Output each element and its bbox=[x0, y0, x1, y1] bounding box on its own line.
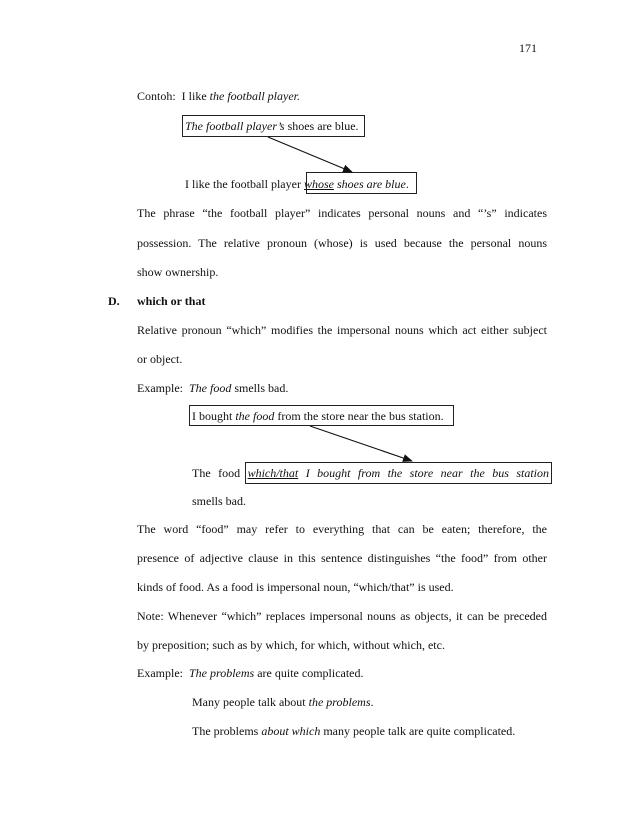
sentence-text: shoes are blue. bbox=[287, 119, 359, 133]
sentence-text: many people talk are quite complicated. bbox=[323, 724, 516, 738]
example-label: Example: bbox=[137, 381, 183, 395]
sentence-text: from the store near the bus station. bbox=[277, 409, 444, 423]
paragraph-1-line-1: The phrase “the football player” indicates personal nouns and “’s” indicates bbox=[137, 206, 547, 220]
relative-pronoun: which/that bbox=[247, 466, 299, 480]
page-number: 171 bbox=[519, 41, 537, 55]
example-label: Contoh: bbox=[137, 89, 176, 103]
sentence-text: I like the football player bbox=[185, 177, 301, 191]
paragraph-2-line-1: Relative pronoun “which” modifies the impersonal nouns which act either subject bbox=[137, 323, 547, 337]
italic-phrase: The football player’s bbox=[185, 119, 285, 133]
note-line-2: by preposition; such as by which, for which, without which, etc. bbox=[137, 638, 445, 652]
sentence-text: are quite complicated. bbox=[257, 666, 364, 680]
sentence-text: The food bbox=[192, 466, 241, 480]
sentence-text: The problems bbox=[192, 724, 259, 738]
section-d-heading: which or that bbox=[137, 294, 206, 308]
paragraph-1-line-3: show ownership. bbox=[137, 265, 219, 279]
italic-phrase: I bought from the store near the bus station bbox=[305, 466, 550, 480]
paragraph-3-line-1: The word “food” may refer to everything that can be eaten; therefore, the bbox=[137, 522, 547, 536]
sentence-text: . bbox=[405, 177, 409, 191]
arrow-1 bbox=[268, 137, 352, 172]
arrow-2 bbox=[310, 426, 412, 461]
paragraph-1-line-2: possession. The relative pronoun (whose) is used because the personal nouns bbox=[137, 236, 547, 250]
italic-phrase: the food bbox=[235, 409, 275, 423]
italic-phrase: shoes are blue bbox=[336, 177, 406, 191]
example-label: Example: bbox=[137, 666, 183, 680]
section-d-letter: D. bbox=[108, 294, 120, 308]
italic-phrase: the football player. bbox=[209, 89, 300, 103]
relative-pronoun: whose bbox=[303, 177, 334, 191]
italic-phrase: The problems bbox=[188, 666, 255, 680]
note-line-1: Note: Whenever “which” replaces impersonal nouns as objects, it can be preceded bbox=[137, 609, 547, 623]
italic-phrase: the problems bbox=[308, 695, 371, 709]
paragraph-2-line-2: or object. bbox=[137, 352, 183, 366]
sentence-text: . bbox=[370, 695, 374, 709]
paragraph-3-line-3: kinds of food. As a food is impersonal noun, “which/that” is used. bbox=[137, 580, 454, 594]
sentence-text: smells bad. bbox=[234, 381, 289, 395]
italic-phrase: The food bbox=[188, 381, 232, 395]
example-2-line-4: smells bad. bbox=[192, 494, 246, 508]
sentence-text: I bought bbox=[192, 409, 233, 423]
sentence-text: I like bbox=[181, 89, 207, 103]
sentence-text: Many people talk about bbox=[192, 695, 306, 709]
paragraph-3-line-2: presence of adjective clause in this sentence distinguishes “the food” from other bbox=[137, 551, 547, 565]
italic-phrase: about which bbox=[261, 724, 321, 738]
